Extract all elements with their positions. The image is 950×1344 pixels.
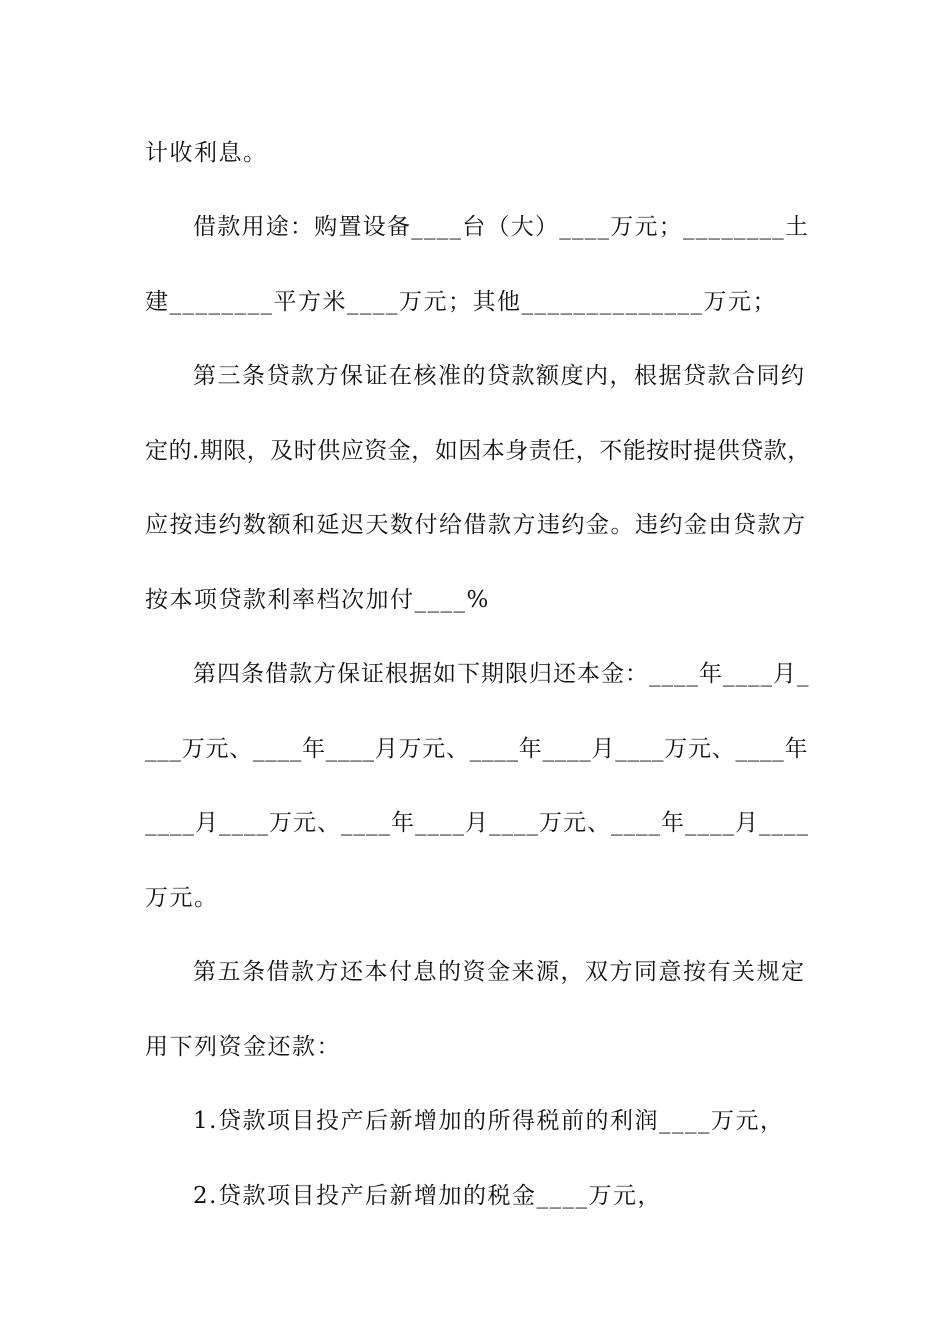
text-line: 第三条贷款方保证在核准的贷款额度内，根据贷款合同约	[193, 363, 806, 389]
text-line: 借款用途：购置设备____台（大）____万元；________土	[193, 214, 810, 240]
text-line: 万元。	[145, 885, 219, 911]
text-line: 用下列资金还款：	[145, 1034, 341, 1060]
text-line: 1.贷款项目投产后新增加的所得税前的利润____万元，	[193, 1108, 785, 1134]
text-line: 应按违约数额和延迟天数付给借款方违约金。违约金由贷款方	[145, 512, 807, 538]
text-line: 计收利息。	[145, 140, 268, 166]
text-line: 定的.期限，及时供应资金，如因本身责任，不能按时提供贷款，	[145, 438, 811, 464]
text-line: ____月____万元、____年____月____万元、____年____月____	[145, 810, 809, 836]
text-line: ___万元、____年____月万元、____年____月____万元、____年	[145, 736, 809, 762]
text-line: 第四条借款方保证根据如下期限归还本金：____年____月_	[193, 661, 810, 687]
text-line: 建________平方米____万元；其他______________万元；	[145, 289, 777, 315]
text-line: 第五条借款方还本付息的资金来源，双方同意按有关规定	[193, 959, 806, 985]
text-line: 2.贷款项目投产后新增加的税金____万元，	[193, 1183, 662, 1209]
text-line: 按本项贷款利率档次加付____%	[145, 587, 490, 613]
